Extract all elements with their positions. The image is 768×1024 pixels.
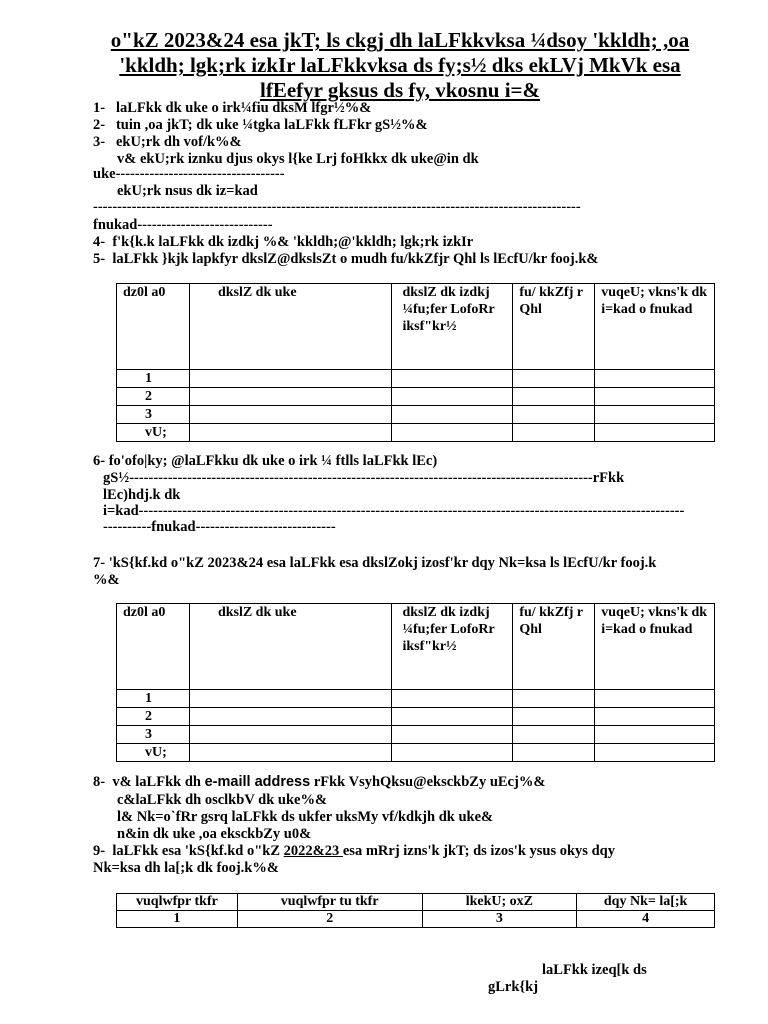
title-line-3: lfEefyr gksus ds fy, vkosnu i=& bbox=[260, 78, 540, 102]
col-header-fee: fu/ kkZfj r Qhl bbox=[513, 284, 595, 370]
email-address-label: e-maill address bbox=[204, 774, 311, 790]
table-row: 1 bbox=[117, 370, 715, 388]
col-header-course-name: dkslZ dk uke bbox=[189, 604, 392, 690]
item-3-dash-line: ----------------------------------------------------------------------------------------------------- bbox=[93, 199, 581, 215]
col-header-approval: vuqeU; vkns'k dk i=kad o fnukad bbox=[595, 604, 715, 690]
item-6: 6- fo'ofo|ky; @laLFkku dk uke o irk ¼ ftlls laLFkk lEc) bbox=[93, 453, 438, 469]
item-6c: lEc)hdj.k dk bbox=[103, 487, 181, 503]
col-header-serial: dz0l a0 bbox=[117, 284, 190, 370]
item-7b: %& bbox=[93, 572, 120, 588]
item-8d: n&in dk uke ,oa eksckbZy u0& bbox=[117, 826, 312, 842]
item-5: 5- laLFkk }kjk lapkfyr dkslZ@dkslsZt o mudh fu/kkZfjr Qhl ls lEcfU/kr fooj.k& bbox=[93, 251, 599, 267]
item-9b: Nk=ksa dh la[;k dk fooj.k%& bbox=[93, 860, 279, 876]
title-line-1: o"kZ 2023&24 esa jkT; ls ckgj dh laLFkkvksa ¼dsoy 'kkldh; ,oa bbox=[110, 28, 690, 52]
col-header-course-name: dkslZ dk uke bbox=[189, 284, 392, 370]
table-row: 3 bbox=[117, 406, 715, 424]
title-line-2: 'kkldh; lgk;rk izkIr laLFkkvksa ds fy;s½ dks ekLVj MkVk esa bbox=[119, 53, 681, 77]
col-header-approval: vuqeU; vkns'k dk i=kad o fnukad bbox=[595, 284, 715, 370]
item-8b: c&laLFkk dh osclkbV dk uke%& bbox=[117, 792, 328, 808]
year-underlined: 2022&23 bbox=[283, 843, 343, 859]
course-table-1 bbox=[116, 283, 715, 442]
signature-label-1: laLFkk izeq[k ds bbox=[542, 962, 647, 978]
table-row: 1 2 3 4 bbox=[117, 911, 715, 928]
signature-label-2: gLrk{kj bbox=[488, 979, 539, 995]
table-row: 3 bbox=[117, 726, 715, 744]
table-row: vU; bbox=[117, 424, 715, 442]
item-3a-cont: uke----------------------------------- bbox=[93, 166, 285, 182]
item-8c: l& Nk=o`fRr gsrq laLFkk ds ukfer uksMy vf/kdkjh dk uke& bbox=[117, 809, 494, 825]
enrolment-table bbox=[116, 893, 715, 928]
item-2: 2- tuin ,oa jkT; dk uke ¼tgka laLFkk fLFkr gS½%& bbox=[93, 117, 428, 133]
col-header-total: dqy Nk= la[;k bbox=[577, 894, 715, 911]
col-header-serial: dz0l a0 bbox=[117, 604, 190, 690]
item-6b: gS½------------------------------------------------------------------------------------------------rFkk bbox=[103, 470, 625, 486]
form-title bbox=[60, 28, 740, 103]
col-header-st: vuqlwfpr tu tkfr bbox=[237, 894, 422, 911]
item-3b: ekU;rk nsus dk iz=kad bbox=[117, 183, 258, 199]
col-header-fee: fu/ kkZfj r Qhl bbox=[513, 604, 595, 690]
col-header-general: lkekU; oxZ bbox=[422, 894, 577, 911]
item-6e: ----------fnukad----------------------------- bbox=[103, 519, 336, 535]
item-8a: 8- v& laLFkk dh e-maill address rFkk VsyhQksu@eksckbZy uEcj%& bbox=[93, 774, 546, 790]
table-row: vU; bbox=[117, 744, 715, 762]
table-row: 1 bbox=[117, 690, 715, 708]
col-header-course-type: dkslZ dk izdkj ¼fu;fer LofoRr iksf"kr½ bbox=[392, 604, 513, 690]
table-row: 2 bbox=[117, 708, 715, 726]
item-1: 1- laLFkk dk uke o irk¼fiu dksM lfgr½%& bbox=[93, 100, 372, 116]
col-header-course-type: dkslZ dk izdkj ¼fu;fer LofoRr iksf"kr½ bbox=[392, 284, 513, 370]
item-3a: v& ekU;rk iznku djus okys l{ke Lrj foHkkx dk uke@in dk bbox=[117, 151, 479, 167]
col-header-sc: vuqlwfpr tkfr bbox=[117, 894, 238, 911]
item-9: 9- laLFkk esa 'kS{kf.kd o"kZ 2022&23 esa mRrj izns'k jkT; ds izos'k ysus okys dqy bbox=[93, 843, 615, 859]
item-3-date: fnukad---------------------------- bbox=[93, 217, 273, 233]
table-row: 2 bbox=[117, 388, 715, 406]
course-table-2 bbox=[116, 603, 715, 762]
item-4: 4- f'k{k.k laLFkk dk izdkj %& 'kkldh;@'kkldh; lgk;rk izkIr bbox=[93, 234, 474, 250]
item-6d: i=kad----------------------------------------------------------------------------------------------------------------- bbox=[103, 503, 685, 519]
item-3: 3- ekU;rk dh vof/k%& bbox=[93, 134, 242, 150]
item-7: 7- 'kS{kf.kd o"kZ 2023&24 esa laLFkk esa dkslZokj izosf'kr dqy Nk=ksa ls lEcfU/kr fooj.k bbox=[93, 555, 657, 571]
